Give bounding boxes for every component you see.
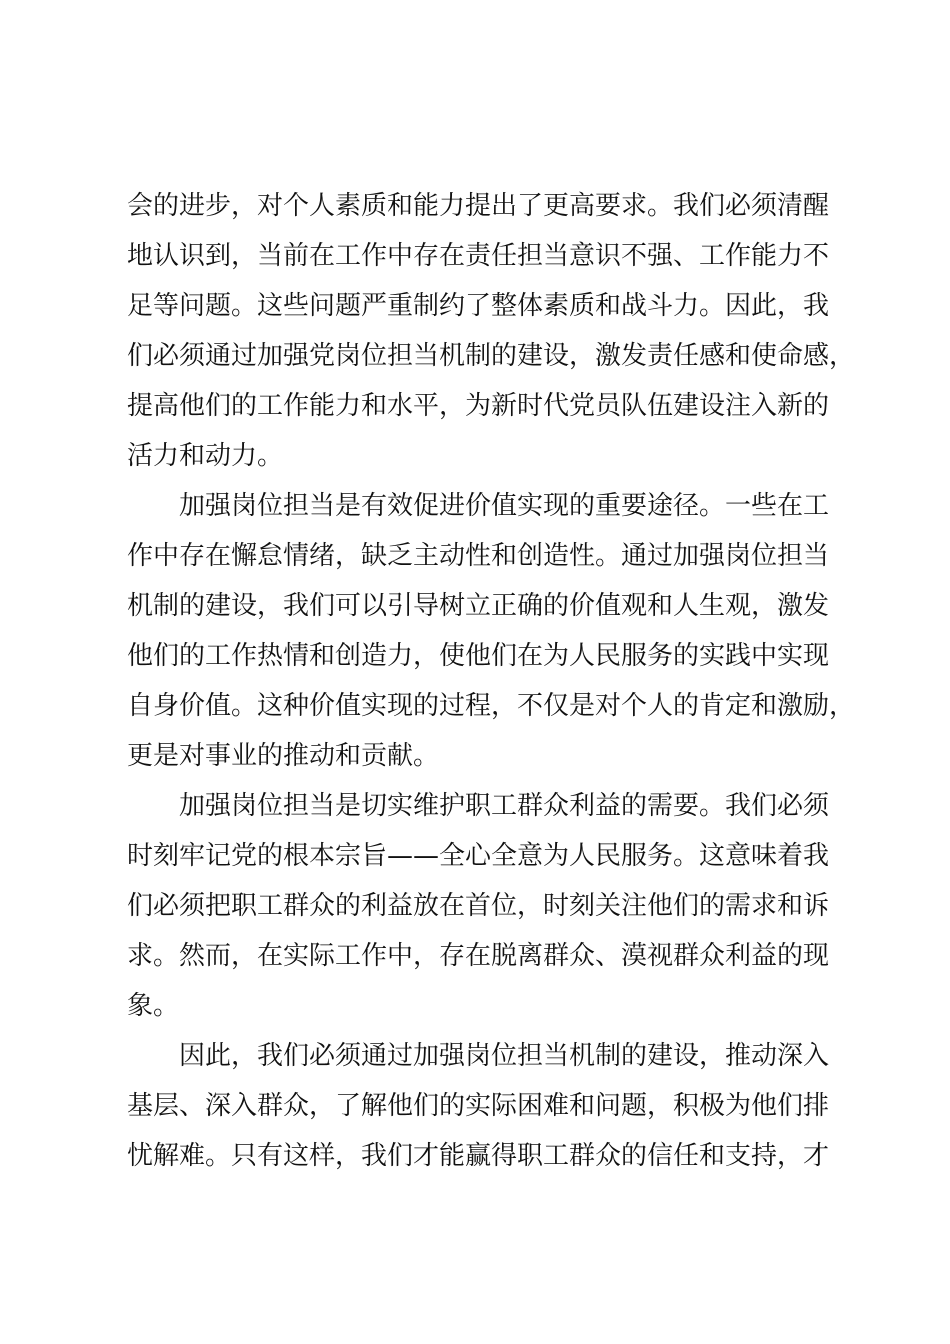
text-line: 活力和动力。 — [127, 441, 284, 471]
text-line: 足等问题。这些问题严重制约了整体素质和战斗力。因此，我 — [127, 291, 830, 321]
text-line: 时刻牢记党的根本宗旨——全心全意为人民服务。这意味着我 — [127, 841, 830, 871]
text-line: 会的进步，对个人素质和能力提出了更高要求。我们必须清醒 — [127, 191, 830, 221]
text-line: 加强岗位担当是有效促进价值实现的重要途径。一些在工 — [179, 491, 830, 521]
text-line: 地认识到，当前在工作中存在责任担当意识不强、工作能力不 — [127, 241, 830, 271]
text-line: 自身价值。这种价值实现的过程，不仅是对个人的肯定和激励， — [127, 691, 856, 721]
text-line: 加强岗位担当是切实维护职工群众利益的需要。我们必须 — [179, 791, 830, 821]
text-line: 机制的建设，我们可以引导树立正确的价值观和人生观，激发 — [127, 591, 830, 621]
text-line: 象。 — [127, 991, 180, 1021]
text-line: 基层、深入群众，了解他们的实际困难和问题，积极为他们排 — [127, 1091, 830, 1121]
text-line: 忧解难。只有这样，我们才能赢得职工群众的信任和支持，才 — [127, 1141, 830, 1171]
text-line: 更是对事业的推动和贡献。 — [127, 741, 440, 771]
text-line: 们必须通过加强党岗位担当机制的建设，激发责任感和使命感， — [127, 341, 856, 371]
text-line: 他们的工作热情和创造力，使他们在为人民服务的实践中实现 — [127, 641, 830, 671]
text-line: 求。然而，在实际工作中，存在脱离群众、漠视群众利益的现 — [127, 941, 830, 971]
text-line: 提高他们的工作能力和水平，为新时代党员队伍建设注入新的 — [127, 391, 830, 421]
text-line: 们必须把职工群众的利益放在首位，时刻关注他们的需求和诉 — [127, 891, 830, 921]
text-line: 因此，我们必须通过加强岗位担当机制的建设，推动深入 — [179, 1041, 830, 1071]
text-line: 作中存在懈怠情绪，缺乏主动性和创造性。通过加强岗位担当 — [127, 541, 830, 571]
body-text — [127, 181, 856, 1181]
